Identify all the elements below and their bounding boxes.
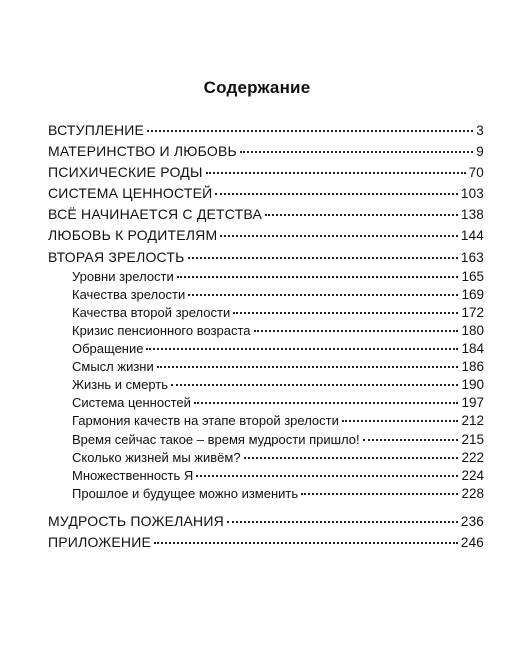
toc-entry-page: 103 [460, 186, 484, 202]
toc-subentry-label: Кризис пенсионного возраста [72, 322, 251, 338]
toc-entry[interactable] [48, 532, 484, 553]
toc-subentry-page: 224 [461, 467, 484, 483]
toc-entry-label: ЛЮБОВЬ К РОДИТЕЛЯМ [48, 227, 218, 244]
toc-entry-label: ВСТУПЛЕНИЕ [48, 122, 145, 138]
toc-subentry[interactable] [48, 358, 484, 376]
toc-subentry-label: Система ценностей [72, 395, 191, 411]
toc-subentry[interactable] [48, 467, 484, 485]
dot-leader [254, 330, 459, 332]
toc-subentry-label: Смысл жизни [72, 359, 154, 375]
dot-leader [342, 420, 459, 422]
dot-leader [171, 384, 458, 386]
toc-title: Содержание [203, 78, 311, 97]
toc-subentry-label: Жизнь и смерть [72, 377, 169, 393]
toc-entry-label: МУДРОСТЬ ПОЖЕЛАНИЯ [48, 512, 224, 529]
toc-subentry-label: Обращение [72, 341, 144, 357]
toc-subentry-page: 180 [461, 322, 484, 338]
toc-subentry-page: 190 [461, 377, 484, 393]
toc-subentry-page: 222 [461, 449, 484, 465]
dot-leader [233, 312, 458, 314]
toc-subentry[interactable] [48, 340, 484, 358]
toc-entry[interactable] [48, 141, 484, 162]
dot-leader [363, 439, 459, 441]
toc-subentry-page: 169 [461, 286, 484, 302]
toc-subentry-label: Уровни зрелости [72, 268, 174, 284]
toc-subentry-page: 197 [461, 395, 484, 411]
dot-leader [220, 235, 458, 237]
toc-entry-label: ВТОРАЯ ЗРЕЛОСТЬ [48, 248, 185, 265]
dot-leader [194, 402, 459, 404]
toc-entry[interactable] [48, 225, 484, 246]
toc-subentry[interactable] [48, 304, 484, 322]
toc-entry-page: 3 [476, 123, 484, 138]
toc-subentry-page: 172 [461, 304, 484, 320]
dot-leader [215, 193, 457, 195]
dot-leader [244, 457, 459, 459]
toc-subentry-page: 165 [461, 268, 484, 284]
toc-entry[interactable] [48, 247, 484, 268]
toc-subentry-label: Гармония качеств на этапе второй зрелости [72, 413, 339, 429]
toc-subentry[interactable] [48, 394, 484, 412]
toc-entry-label: СИСТЕМА ЦЕННОСТЕЙ [48, 185, 213, 202]
dot-leader [188, 257, 458, 259]
toc-subentry-page: 212 [461, 413, 484, 429]
dot-leader [154, 542, 458, 544]
toc-entry[interactable] [48, 183, 484, 204]
toc-entry[interactable] [48, 120, 484, 141]
dot-leader [146, 348, 458, 350]
dot-leader [177, 276, 459, 278]
toc-subentry-page: 186 [461, 359, 484, 375]
toc-subentry[interactable] [48, 412, 484, 430]
dot-leader [188, 294, 458, 296]
toc-entry-label: ПРИЛОЖЕНИЕ [48, 533, 152, 550]
toc-subentry-label: Сколько жизней мы живём? [72, 449, 241, 465]
toc-entry-page: 144 [460, 228, 484, 244]
toc-subentry-label: Качества зрелости [72, 286, 186, 302]
toc-entry-label: МАТЕРИНСТВО И ЛЮБОВЬ [48, 143, 237, 160]
table-of-contents [48, 120, 484, 553]
toc-entry-page: 246 [460, 534, 484, 550]
dot-leader [265, 214, 458, 216]
toc-entry-page: 70 [468, 165, 484, 181]
dot-leader [196, 475, 458, 477]
dot-leader [147, 130, 473, 132]
toc-subentry[interactable] [48, 322, 484, 340]
toc-subentry[interactable] [48, 449, 484, 467]
dot-leader [301, 493, 458, 495]
toc-entry-page: 236 [460, 513, 484, 529]
toc-subentry-label: Прошлое и будущее можно изменить [72, 485, 299, 501]
toc-entry-page: 9 [476, 144, 484, 160]
toc-subentry-page: 184 [461, 341, 484, 357]
dot-leader [157, 366, 459, 368]
toc-entry-page: 163 [460, 249, 484, 265]
toc-subentry[interactable] [48, 485, 484, 503]
toc-entry-label: ВСЁ НАЧИНАЕТСЯ С ДЕТСТВА [48, 206, 262, 223]
toc-entry-label: ПСИХИЧЕСКИЕ РОДЫ [48, 164, 203, 181]
toc-subentry-page: 228 [461, 485, 484, 501]
dot-leader [240, 151, 473, 153]
dot-leader [227, 521, 458, 523]
toc-subentry-page: 215 [461, 431, 484, 447]
toc-subentry[interactable] [48, 268, 484, 286]
toc-entry[interactable] [48, 511, 484, 532]
toc-entry[interactable] [48, 162, 484, 183]
toc-subentry[interactable] [48, 431, 484, 449]
toc-subentry-label: Множественность Я [72, 467, 194, 483]
toc-entry-page: 138 [460, 207, 484, 223]
dot-leader [206, 172, 466, 174]
toc-subentry[interactable] [48, 376, 484, 394]
toc-subentry-label: Качества второй зрелости [72, 304, 231, 320]
toc-subentry-label: Время сейчас такое – время мудрости пришло! [72, 431, 360, 447]
toc-entry[interactable] [48, 204, 484, 225]
spacer [48, 503, 484, 511]
toc-subentry[interactable] [48, 286, 484, 304]
